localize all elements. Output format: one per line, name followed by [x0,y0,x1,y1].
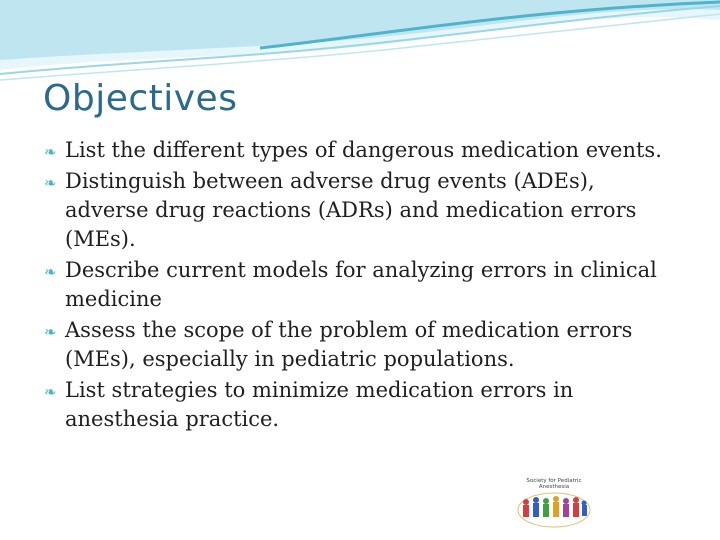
leaf-bullet-icon: ❧ [44,383,57,401]
objective-item [44,376,684,434]
objective-item [44,256,684,314]
objective-text: Describe current models for analyzing errors in clinical medicine [65,258,657,311]
leaf-bullet-icon: ❧ [44,263,57,281]
leaf-bullet-icon: ❧ [44,174,57,192]
objective-text: Distinguish between adverse drug events (ADEs), adverse drug reactions (ADRs) and medication errors (MEs). [65,169,637,251]
society-logo [512,478,596,530]
objectives-list [44,136,684,436]
objective-text: Assess the scope of the problem of medication errors (MEs), especially in pediatric populations. [65,318,633,371]
header-wave-decoration [0,0,720,90]
objective-text: List the different types of dangerous medication events. [65,138,662,162]
objective-item [44,316,684,374]
children-figures-icon [516,486,592,528]
leaf-bullet-icon: ❧ [44,323,57,341]
objective-item [44,167,684,254]
objective-item [44,136,684,165]
objective-text: List strategies to minimize medication errors in anesthesia practice. [65,378,574,431]
logo-name: Society for Pediatric Anesthesia [526,478,582,490]
slide-title: Objectives [43,78,238,119]
leaf-bullet-icon: ❧ [44,143,57,161]
